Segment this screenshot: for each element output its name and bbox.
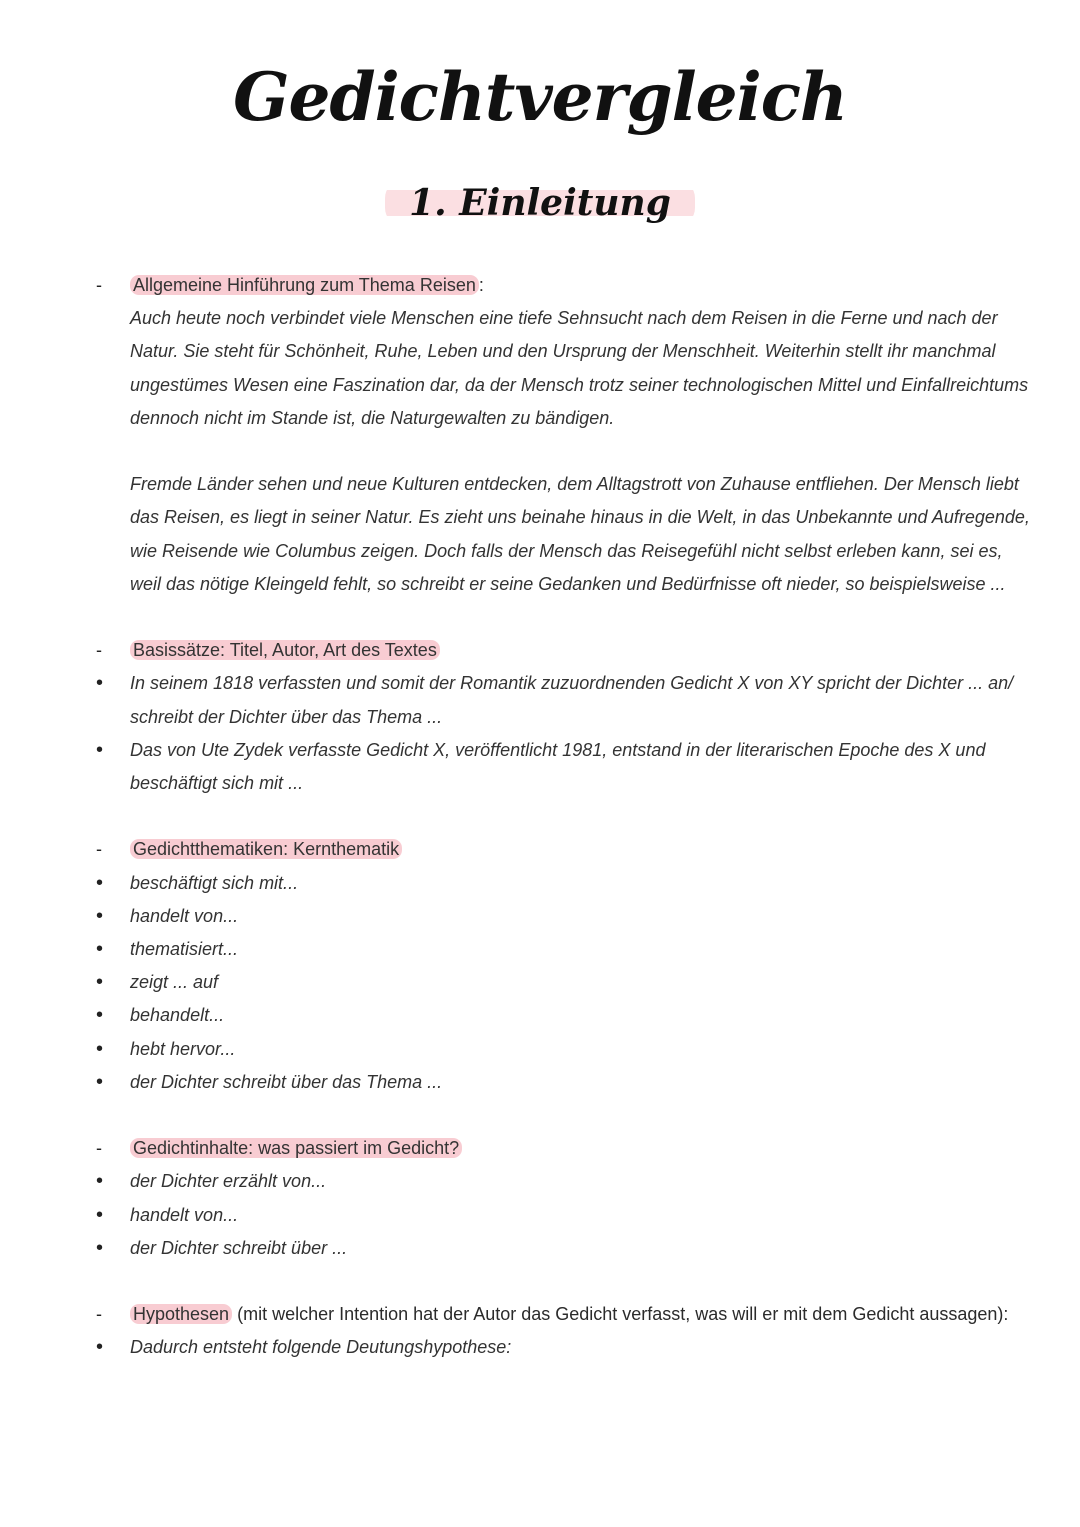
hypotheses-heading-row [96, 1298, 1036, 1331]
intro-paragraph-row [96, 302, 1036, 435]
list-item-text: hebt hervor... [130, 1038, 236, 1059]
list-item [96, 1199, 1036, 1232]
intro-paragraph-1: Auch heute noch verbindet viele Menschen eine tiefe Sehnsucht nach dem Reisen in die Ferne und nach der Natur. Sie steht für Schönheit, Ruhe, Leben und den Ursprung der Menschheit. Weiterhin stellt ihr manchmal ungestümes Wesen eine Faszination dar, da der Mensch trotz seiner technologischen Mittel und Einfallreichtums dennoch nicht im Stande ist, die Naturgewalten zu bändigen. [130, 308, 1029, 428]
list-item [96, 1331, 1036, 1364]
dash-marker: - [96, 640, 102, 661]
bullet-marker: • [96, 738, 104, 761]
basic-sentences-heading: Basissätze: Titel, Autor, Art des Textes [130, 640, 440, 660]
list-item-text: der Dichter erzählt von... [130, 1171, 327, 1192]
bullet-marker: • [96, 1170, 104, 1193]
section-heading: 1. Einleitung [385, 180, 695, 226]
topic-heading: Allgemeine Hinführung zum Thema Reisen [130, 275, 479, 295]
bullet-marker: • [96, 1004, 104, 1027]
list-item-text: Das von Ute Zydek verfasste Gedicht X, veröffentlicht 1981, entstand in der literarischen Epoche des X und beschäftigt sich mit ... [130, 739, 986, 794]
dash-marker: - [96, 1304, 102, 1325]
dash-marker: - [96, 275, 102, 295]
section-heading-wrap [0, 180, 1080, 226]
bullet-marker: • [96, 871, 104, 894]
list-item-text: zeigt ... auf [130, 972, 219, 993]
list-item-text: der Dichter schreibt über das Thema ... [130, 1071, 443, 1092]
basic-sentences-heading-row [96, 634, 1036, 667]
list-item [96, 1066, 1036, 1099]
intro-paragraph-2: Fremde Länder sehen und neue Kulturen entdecken, dem Alltagstrott von Zuhause entfliehen. Der Mensch liebt das Reisen, es liegt in seiner Natur. Es zieht uns beinahe hinaus in die Welt, in das Unbekannte und Aufregende, wie Reisende wie Columbus zeigen. Doch falls der Mensch das Reisegefühl nicht selbst erleben kann, sei es, weil das nötige Kleingeld fehlt, so schreibt er seine Gedanken und Bedürfnisse oft nieder, so beispielsweise ... [130, 474, 1030, 594]
bullet-marker: • [96, 1203, 104, 1226]
list-item-text: Dadurch entsteht folgende Deutungshypothese: [130, 1337, 512, 1358]
dash-marker: - [96, 1138, 102, 1159]
bullet-marker: • [96, 1037, 104, 1060]
list-item-text: beschäftigt sich mit... [130, 872, 299, 893]
bullet-marker: • [96, 971, 104, 994]
list-item [96, 867, 1036, 900]
list-item [96, 933, 1036, 966]
topic-heading-suffix: : [478, 275, 484, 295]
hypotheses-heading-suffix: (mit welcher Intention hat der Autor das Gedicht verfasst, was will er mit dem Gedicht aussagen): [232, 1304, 1009, 1325]
themes-heading: Gedichtthematiken: Kernthematik [130, 839, 402, 859]
bullet-marker: • [96, 672, 104, 695]
bullet-marker: • [96, 904, 104, 927]
bullet-marker: • [96, 1336, 104, 1359]
page-title: Gedichtvergleich [233, 58, 847, 136]
list-item [96, 966, 1036, 999]
bullet-marker: • [96, 1236, 104, 1259]
hypotheses-heading: Hypothesen [130, 1304, 232, 1324]
list-item [96, 900, 1036, 933]
list-item-text: thematisiert... [130, 939, 239, 960]
list-item [96, 1033, 1036, 1066]
list-item-text: handelt von... [130, 905, 239, 926]
bullet-marker: • [96, 1070, 104, 1093]
content-heading: Gedichtinhalte: was passiert im Gedicht? [130, 1138, 462, 1158]
list-item-text: In seinem 1818 verfassten und somit der Romantik zuzuordnenden Gedicht X von XY spricht der Dichter ... an/ schreibt der Dichter über das Thema ... [130, 673, 1014, 727]
list-item-text: der Dichter schreibt über ... [130, 1237, 348, 1258]
dash-marker: - [96, 839, 102, 860]
list-item-text: behandelt... [130, 1005, 225, 1026]
topic-heading-row [96, 269, 1036, 302]
document-body [96, 269, 1036, 1365]
list-item [96, 999, 1036, 1032]
list-item [96, 667, 1036, 733]
list-item [96, 1232, 1036, 1265]
list-item-text: handelt von... [130, 1204, 239, 1225]
list-item [96, 734, 1036, 800]
content-heading-row [96, 1132, 1036, 1165]
intro-paragraph-row [96, 468, 1036, 601]
bullet-marker: • [96, 938, 104, 961]
list-item [96, 1165, 1036, 1198]
themes-heading-row [96, 833, 1036, 866]
